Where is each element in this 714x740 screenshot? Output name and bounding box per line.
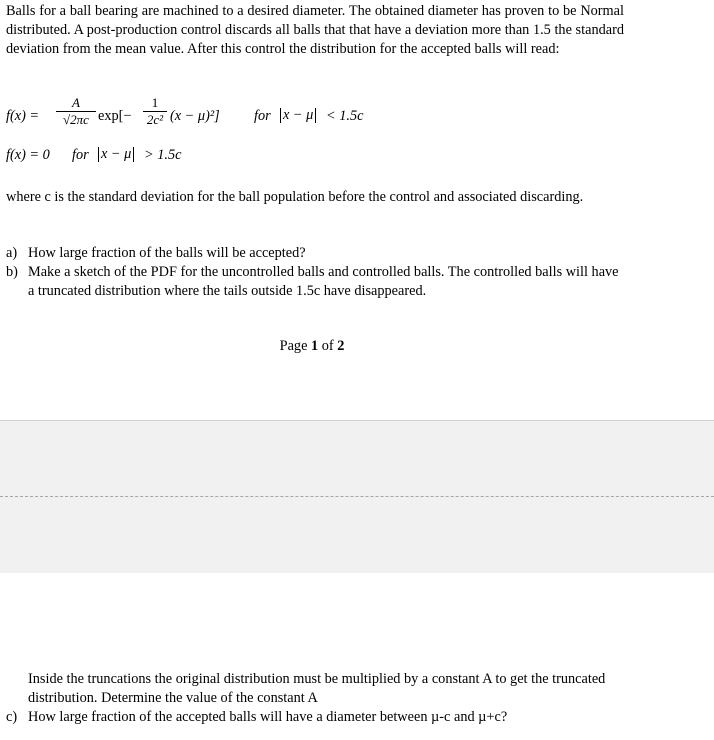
- eq1-cond-rhs: < 1.5c: [326, 108, 364, 124]
- page2-paragraph: [28, 670, 624, 708]
- eq1-frac1-den: √2πc: [63, 112, 89, 127]
- eq1-frac1-num: A: [72, 95, 80, 110]
- page-number-total: 2: [337, 338, 345, 354]
- eq1-exp: exp[−: [98, 108, 132, 124]
- question-b-text: Make a sketch of the PDF for the uncontrolled balls and controlled balls. The controlled balls will have a truncated distribution where the tails outside 1.5c have disappeared.: [28, 264, 619, 299]
- question-a: [6, 244, 624, 263]
- eq2-cond-rhs: > 1.5c: [144, 147, 182, 163]
- question-c-text: How large fraction of the accepted balls will have a diameter between µ-c and µ+c?: [28, 709, 508, 725]
- page-number-prefix: Page: [279, 338, 311, 354]
- eq1-fraction-half: [143, 96, 167, 127]
- eq2-for: for: [72, 147, 89, 163]
- equation-zero-outside: [6, 145, 306, 167]
- page-number-middle: of: [318, 338, 338, 354]
- eq1-frac2-den: 2c²: [146, 112, 164, 127]
- intro-text: Balls for a ball bearing are machined to a desired diameter. The obtained diameter has proven to be Normal distributed. A post-production control discards all balls that that have a deviation more than 1.5 the standard deviation from the mean value. After this control the distribution for the accepted balls will read:: [6, 3, 624, 57]
- page2-text: Inside the truncations the original distribution must be multiplied by a constant A to get the truncated distribution. Determine the value of the constant A: [28, 671, 606, 706]
- eq2-abs: x − μ: [98, 147, 134, 162]
- question-c: [6, 708, 646, 727]
- page-break-gap: [0, 420, 714, 574]
- intro-paragraph: [6, 2, 624, 59]
- eq1-body: (x − μ)²]: [170, 108, 220, 124]
- page-break-dashed-line: [0, 496, 714, 497]
- question-b-label: b): [6, 264, 18, 280]
- page-2: [0, 573, 714, 740]
- eq1-lhs: f(x) =: [6, 108, 40, 124]
- question-list: [6, 244, 624, 301]
- equation-truncated-pdf: [6, 96, 426, 136]
- eq1-for: for: [254, 108, 271, 124]
- page-number-current: 1: [311, 338, 319, 354]
- question-b: [6, 263, 624, 301]
- page-number: [0, 338, 624, 355]
- definition-text: where c is the standard deviation for the ball population before the control and associated discarding.: [6, 189, 584, 205]
- eq1-abs: x − μ: [280, 108, 316, 123]
- definition-paragraph: [6, 188, 624, 207]
- eq1-frac2-num: 1: [151, 95, 159, 110]
- eq2-lhs: f(x) = 0: [6, 147, 50, 163]
- eq1-fraction-a: [56, 96, 96, 127]
- question-a-text: How large fraction of the balls will be accepted?: [28, 245, 306, 261]
- question-c-label: c): [6, 709, 18, 725]
- question-a-label: a): [6, 245, 18, 261]
